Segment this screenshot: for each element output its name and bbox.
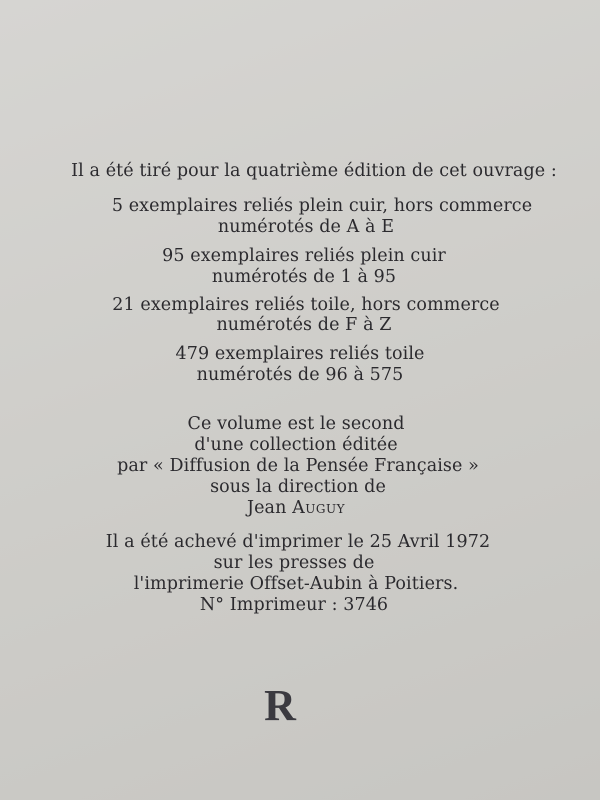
collection-line-4: sous la direction de [210,477,386,497]
collection-line-2: d'une collection éditée [194,435,398,455]
colophon-line-2: sur les presses de [213,553,375,573]
edition-3-line-1: 21 exemplaires reliés toile, hors commerce [112,295,500,315]
edition-2-line-1: 95 exemplaires reliés plein cuir [162,246,446,266]
director-first-name: Jean [246,498,287,518]
edition-1-line-1: 5 exemplaires reliés plein cuir, hors commerce [111,196,533,216]
director-last-name: Auguy [292,498,346,518]
colophon-line-3: l'imprimerie Offset-Aubin à Poitiers. [133,574,459,594]
colophon-line-1: Il a été achevé d'imprimer le 25 Avril 1972 [105,532,491,552]
edition-4-line-1: 479 exemplaires reliés toile [175,344,425,364]
edition-1-line-2: numérotés de A à E [217,217,395,237]
colophon-line-4: N° Imprimeur : 3746 [199,595,389,615]
edition-2-line-2: numérotés de 1 à 95 [211,267,397,287]
edition-3-line-2: numérotés de F à Z [216,315,392,335]
edition-4-line-2: numérotés de 96 à 575 [196,365,404,385]
print-run-intro: Il a été tiré pour la quatrième édition de cet ouvrage : [71,161,557,181]
collection-director [0,497,596,519]
collection-line-1: Ce volume est le second [187,414,405,434]
publisher-mark: R [264,681,296,730]
collection-line-3: par « Diffusion de la Pensée Française » [117,456,479,476]
